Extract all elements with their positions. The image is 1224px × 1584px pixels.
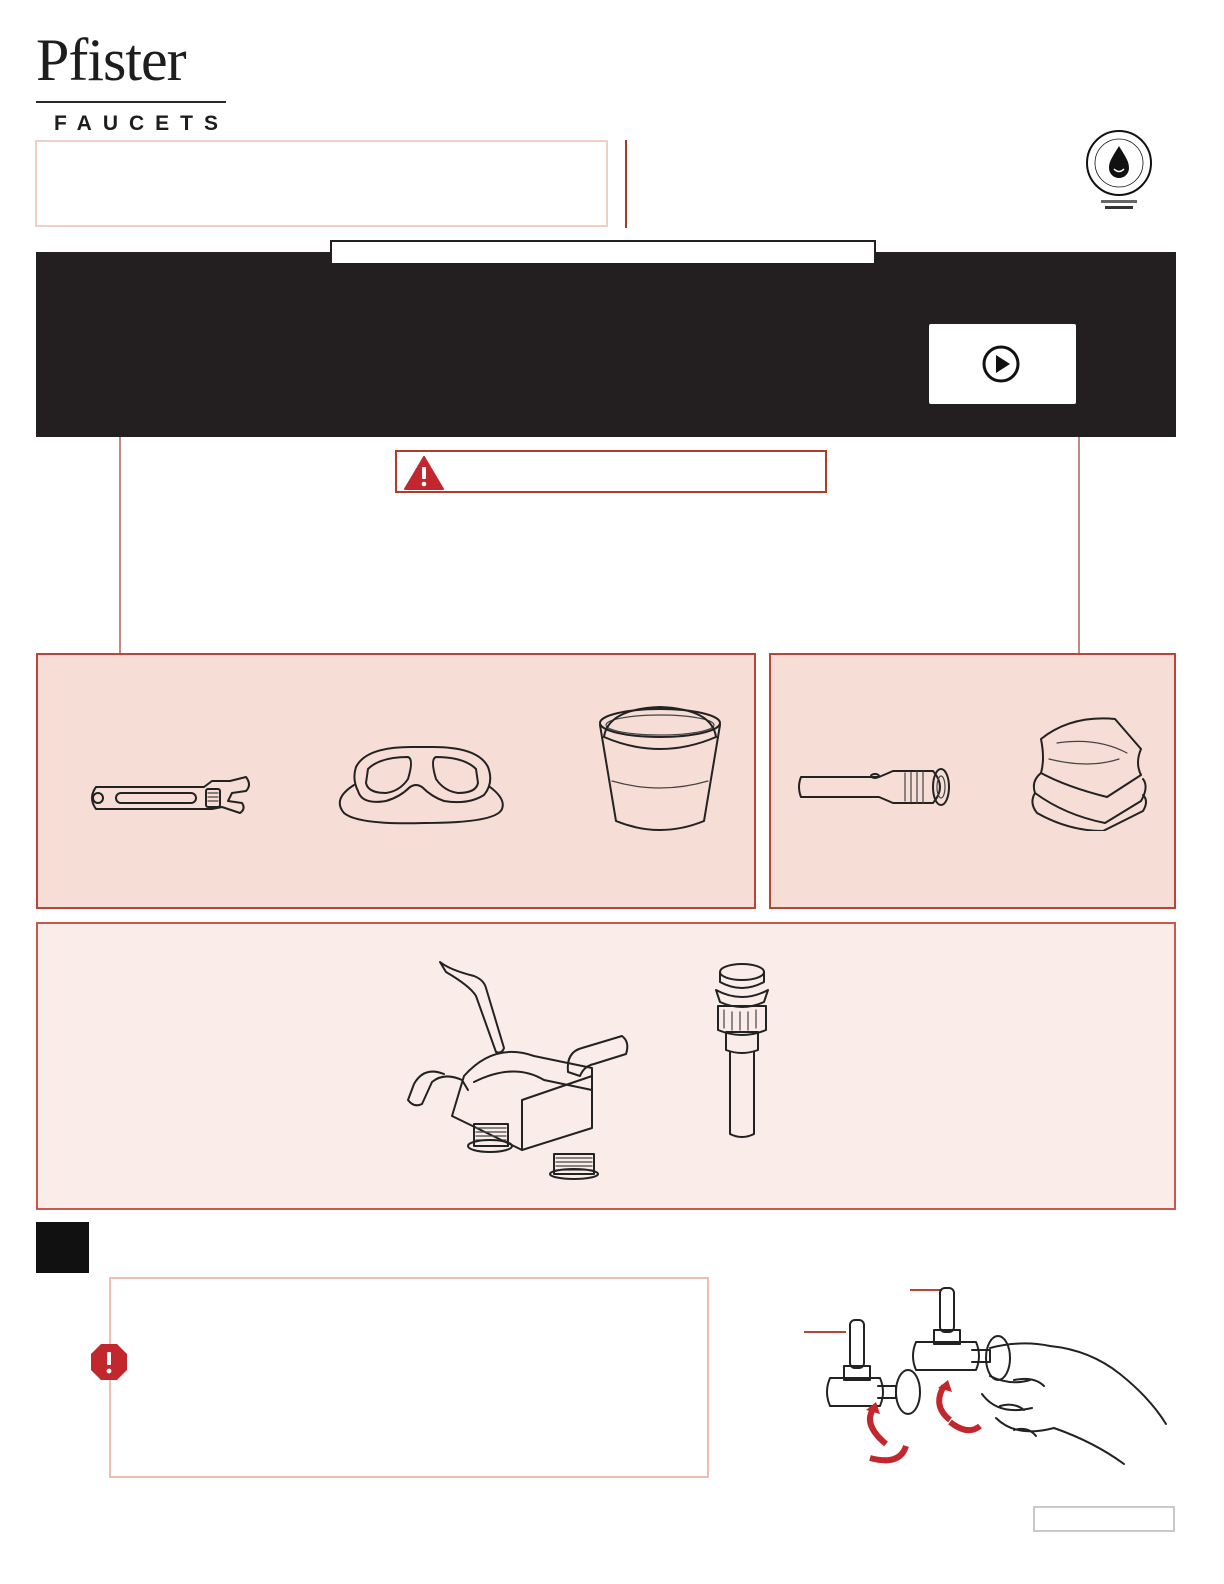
document-code-box <box>1033 1506 1175 1532</box>
brand-logo: Pfister <box>36 27 186 93</box>
flashlight-icon <box>795 763 953 813</box>
watersense-logo-icon <box>1083 128 1155 212</box>
bracket-line-left <box>119 437 121 653</box>
centerset-faucet-icon <box>404 956 644 1180</box>
alert-badge-icon <box>90 1343 128 1381</box>
pop-up-drain-icon <box>706 960 778 1140</box>
video-button[interactable] <box>929 324 1076 404</box>
play-circle-icon <box>981 344 1021 384</box>
step-note-box <box>109 1277 709 1478</box>
brand-divider <box>36 101 226 103</box>
warning-triangle-icon <box>403 455 445 491</box>
shut-off-valves-icon <box>800 1282 1172 1478</box>
towels-icon <box>1027 713 1153 831</box>
warning-banner <box>395 450 827 493</box>
bucket-icon <box>594 701 726 835</box>
header-divider <box>625 140 627 228</box>
bracket-line-right <box>1078 437 1080 653</box>
safety-goggles-icon <box>336 737 508 829</box>
brand-subtitle: FAUCETS <box>54 112 230 135</box>
model-info-box <box>35 140 608 227</box>
materials-panel <box>769 653 1176 909</box>
title-bar <box>330 240 876 265</box>
tools-needed-panel <box>36 653 756 909</box>
step-number-box <box>36 1222 89 1273</box>
adjustable-wrench-icon <box>86 773 256 831</box>
package-contents-panel <box>36 922 1176 1210</box>
